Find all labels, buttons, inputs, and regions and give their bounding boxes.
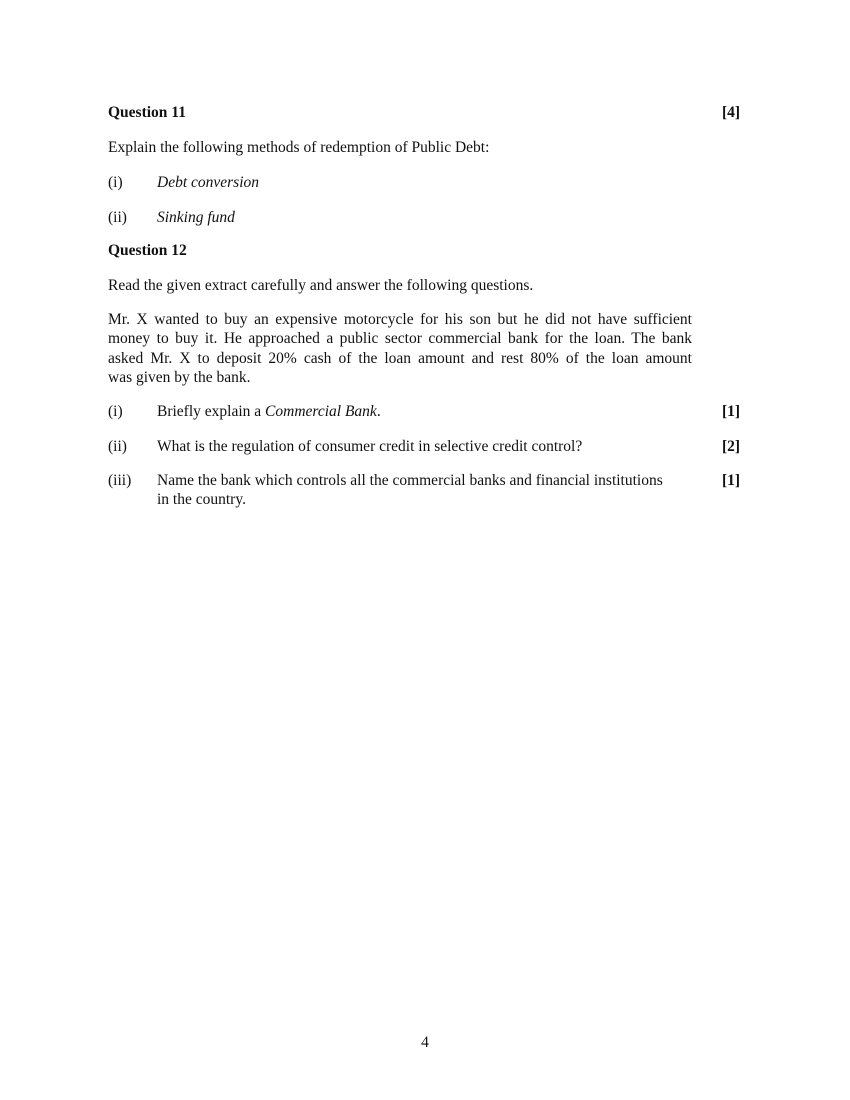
item-1-italic-term: Commercial Bank	[265, 403, 377, 420]
question-12-item-1-marks: [1]	[722, 403, 741, 420]
extract-line-4: was given by the bank.	[108, 368, 251, 386]
question-12-title: Question 12	[108, 242, 187, 259]
question-11-title: Question 11	[108, 104, 186, 121]
question-12-item-3-text-line-2: in the country.	[157, 491, 246, 508]
question-12-item-2-marks: [2]	[722, 438, 741, 455]
question-11-item-2-text: Sinking fund	[157, 209, 235, 226]
question-12-item-2-number: (ii)	[108, 438, 127, 455]
question-11-item-1-number: (i)	[108, 174, 123, 191]
question-12-item-1-number: (i)	[108, 403, 123, 420]
question-12-extract	[108, 310, 692, 387]
question-11-item-2-number: (ii)	[108, 209, 127, 226]
question-11-instruction: Explain the following methods of redemption of Public Debt:	[108, 139, 490, 156]
extract-line-3: asked Mr. X to deposit 20% cash of the loan amount and rest 80% of the loan amount	[108, 349, 692, 367]
extract-line-2: money to buy it. He approached a public sector commercial bank for the loan. The bank	[108, 330, 692, 348]
question-12-instruction: Read the given extract carefully and answer the following questions.	[108, 277, 534, 294]
question-12-item-1-text	[157, 402, 381, 421]
question-11-item-1-text: Debt conversion	[157, 174, 260, 191]
page-number: 4	[421, 1034, 429, 1051]
extract-line-1: Mr. X wanted to buy an expensive motorcycle for his son but he did not have sufficient	[108, 311, 692, 328]
question-11-marks: [4]	[722, 104, 741, 121]
question-12-item-2-text: What is the regulation of consumer credit in selective credit control?	[157, 438, 583, 455]
question-12-item-3-text-line-1: Name the bank which controls all the commercial banks and financial institutions	[157, 472, 663, 489]
question-12-item-3-number: (iii)	[108, 472, 132, 489]
question-12-item-3-marks: [1]	[722, 472, 741, 489]
item-1-suffix: .	[376, 403, 381, 420]
item-1-prefix: Briefly explain a	[157, 403, 266, 420]
